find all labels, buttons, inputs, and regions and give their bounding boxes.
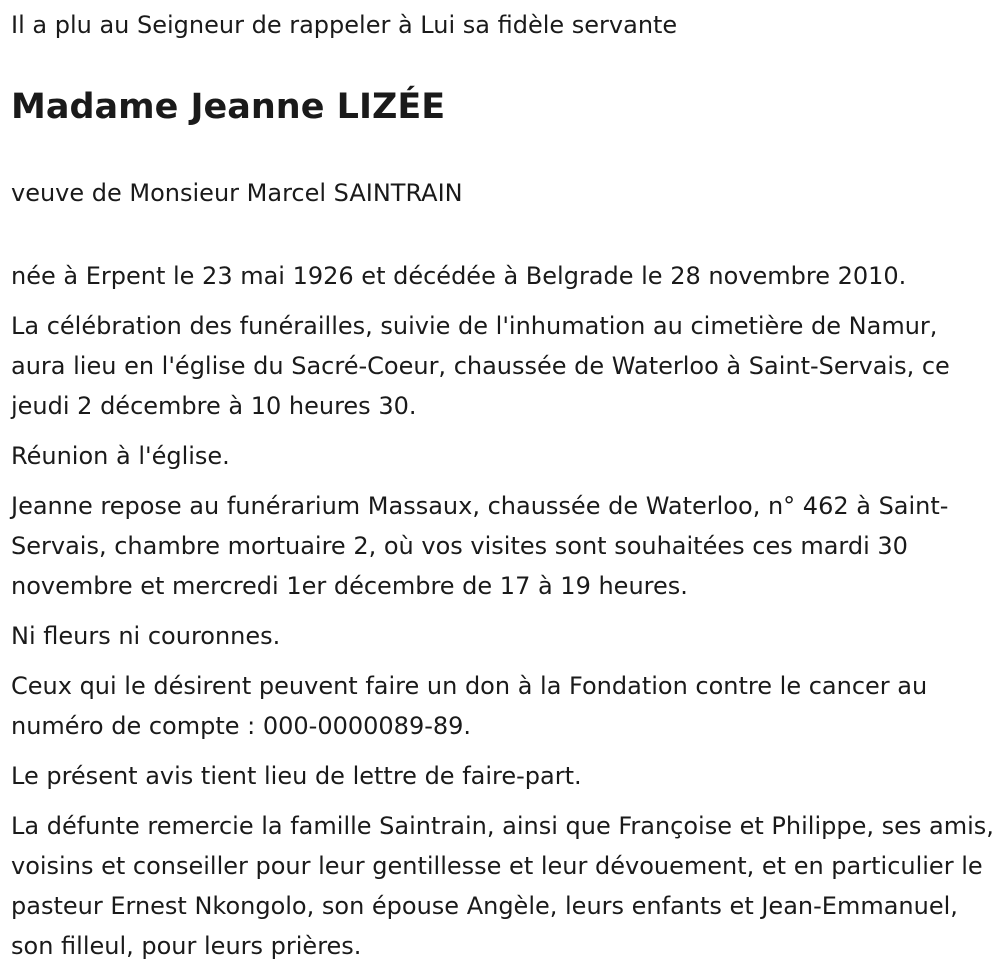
thanks-paragraph: La défunte remercie la famille Saintrain, ainsi que Françoise et Philippe, ses amis, voisins et conseiller pour leur gentillesse et leur dévouement, et en particulier le pasteur Ernest Nkongolo, son épouse Angèle, leurs enfants et Jean-Emmanuel, son filleul, pour leurs prières.	[11, 812, 994, 960]
donation-paragraph: Ceux qui le désirent peuvent faire un don à la Fondation contre le cancer au numéro de compte : 000-0000089-89.	[11, 672, 928, 740]
deceased-name: Madame Jeanne LIZÉE	[11, 87, 446, 127]
no-flowers-paragraph: Ni fleurs ni couronnes.	[11, 622, 281, 650]
announcement-paragraph: Le présent avis tient lieu de lettre de faire-part.	[11, 762, 582, 790]
funeral-home-paragraph: Jeanne repose au funérarium Massaux, chaussée de Waterloo, n° 462 à Saint-Servais, chambre mortuaire 2, où vos visites sont souhaitées ces mardi 30 novembre et mercredi 1er décembre de 17 à 19 heures.	[11, 492, 949, 600]
birth-death-paragraph: née à Erpent le 23 mai 1926 et décédée à Belgrade le 28 novembre 2010.	[11, 262, 907, 290]
widow-of-line: veuve de Monsieur Marcel SAINTRAIN	[11, 179, 463, 207]
gathering-paragraph: Réunion à l'église.	[11, 442, 230, 470]
notice-body	[11, 256, 995, 976]
funeral-paragraph: La célébration des funérailles, suivie de l'inhumation au cimetière de Namur, aura lieu en l'église du Sacré-Coeur, chaussée de Waterloo à Saint-Servais, ce jeudi 2 décembre à 10 heures 30.	[11, 312, 950, 420]
intro-line: Il a plu au Seigneur de rappeler à Lui sa fidèle servante	[11, 11, 678, 39]
